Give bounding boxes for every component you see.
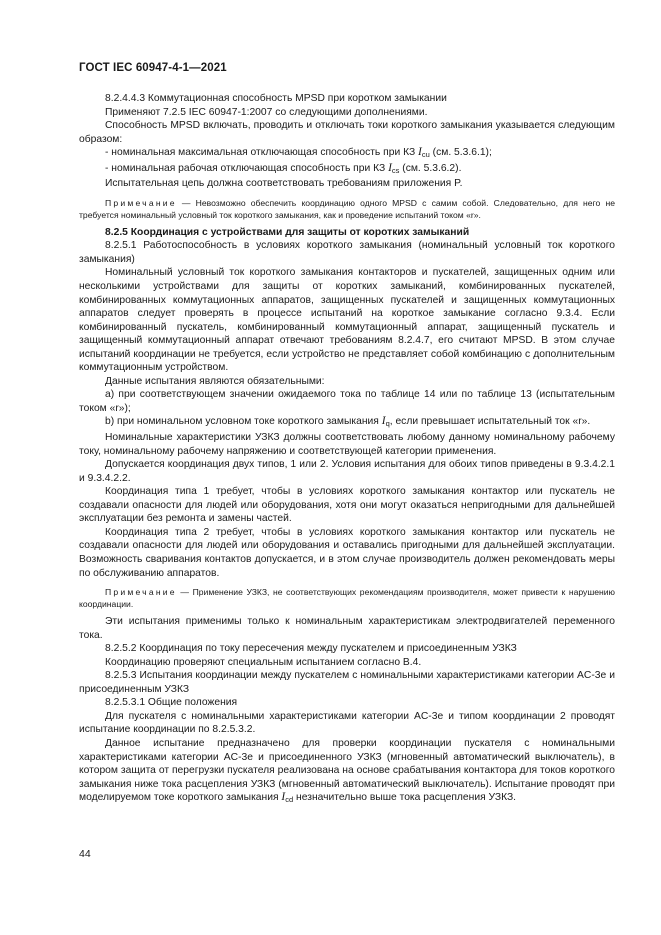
list-item: - номинальная максимальная отключающая способность при КЗ $I_{cu}$ (см. 5.3.6.1); xyxy=(105,146,492,160)
document-header: ГОСТ IEC 60947-4-1—2021 xyxy=(79,62,227,74)
clause-8-2-5-2-title: 8.2.5.2 Координация по току пересечения между пускателем и присоединенным УЗКЗ xyxy=(105,643,517,655)
paragraph: Координация типа 2 требует, чтобы в условиях короткого замыкания контактор или пускатель не создавали опасности для людей или оборудования и оставались пригодными для дальнейшей эксплуатации. Возможность сваривания контактов допускается, и в этом случае производитель должен рекомендовать меры по обслуживанию аппаратов. xyxy=(79,526,615,579)
clause-8-2-5-3-title: 8.2.5.3 Испытания координации между пускателем с номинальными характеристиками категории AC-3e и присоединенным УЗКЗ xyxy=(79,670,615,695)
paragraph: Способность MPSD включать, проводить и отключать токи короткого замыкания указывается следующим образом: xyxy=(79,120,615,145)
paragraph: Номинальные характеристики УЗКЗ должны соответствовать любому данному номинальному рабочему току, номинальному рабочему напряжению и соответствующей категории применения. xyxy=(79,432,615,457)
paragraph: Применяют 7.2.5 IEC 60947-1:2007 со следующими дополнениями. xyxy=(105,106,428,118)
note: Примечание — Применение УЗКЗ, не соответствующих рекомендациям производителя, может привести к нарушению координации. xyxy=(79,587,615,610)
list-item: - номинальная рабочая отключающая способность при КЗ $I_{cs}$ (см. 5.3.6.2). xyxy=(105,161,462,175)
section-8-2-5-title: 8.2.5 Координация с устройствами для защиты от коротких замыканий xyxy=(105,226,470,238)
paragraph: Допускается координация двух типов, 1 или 2. Условия испытания для обоих типов приведены в 9.3.4.2.1 и 9.3.4.2.2. xyxy=(79,459,615,484)
clause-8-2-4-4-3-title: 8.2.4.4.3 Коммутационная способность MPSD при коротком замыкании xyxy=(105,93,447,104)
paragraph: Для пускателя с номинальными характеристиками категории AC-3e и типом координации 2 проводят испытание координации по 8.2.5.3.2. xyxy=(79,710,615,736)
paragraph: Испытательная цепь должна соответствовать требованиям приложения P. xyxy=(105,178,463,190)
paragraph: Данные испытания являются обязательными: xyxy=(105,375,325,387)
page-number: 44 xyxy=(79,848,91,860)
clause-8-2-5-1-title: 8.2.5.1 Работоспособность в условиях короткого замыкания (номинальный условный ток короткого замыкания) xyxy=(79,240,615,265)
list-item: b) при номинальном условном токе короткого замыкания $I_q$, если превышает испытательный ток «r». xyxy=(105,415,591,429)
paragraph: Данное испытание предназначено для проверки координации пускателя с номинальными характеристиками категории AC-3e и присоединенного УЗКЗ (мгновенный автоматический выключатель), в котором защита от перегрузки пускателя реализована на основе срабатывания контактора для токов короткого замыкания ниже тока расцепления УЗКЗ (мгновенный автоматический выключатель). Испытание проводят при моделируемом токе короткого замыкания $I_{cd}$ незначительно выше тока расцепления УЗКЗ. xyxy=(79,737,615,805)
list-item: a) при соответствующем значении ожидаемого тока по таблице 14 или по таблице 13 (испытательным током «r»); xyxy=(79,389,615,414)
clause-8-2-5-3-1-title: 8.2.5.3.1 Общие положения xyxy=(105,697,238,709)
note: Примечание — Невозможно обеспечить координацию одного MPSD с самим собой. Следовательно, для него не требуется номинальный условный ток короткого замыкания, как и проведение испытаний током «r». xyxy=(79,197,615,220)
document-body xyxy=(79,92,615,807)
paragraph: Номинальный условный ток короткого замыкания контакторов и пускателей, защищенных одним или несколькими устройствами для защиты от коротких замыканий, комбинированных пускателей, комбинированных коммутационных аппаратов, защищенных пускателей и защищенных коммутационных аппаратов следует проверять в процессе испытаний на короткое замыкание согласно 9.3.4. Если комбинированный пускатель, комбинированный коммутационный аппарат, защищенный пускатель и защищенный коммутационный аппарат отвечают требованиям 8.2.4.7, его считают MPSD. В этом случае испытаний координации не требуется, если устройство не представляет собой комбинацию с дополнительным коммутационным устройством. xyxy=(79,267,615,374)
paragraph: Координация типа 1 требует, чтобы в условиях короткого замыкания контактор или пускатель не создавали опасности для людей или оборудования, хотя они могут оказаться непригодными для дальнейшей эксплуатации без ремонта и замены частей. xyxy=(79,486,615,525)
paragraph: Эти испытания применимы только к номинальным характеристикам электродвигателей переменного тока. xyxy=(79,616,615,641)
paragraph: Координацию проверяют специальным испытанием согласно B.4. xyxy=(105,656,422,668)
